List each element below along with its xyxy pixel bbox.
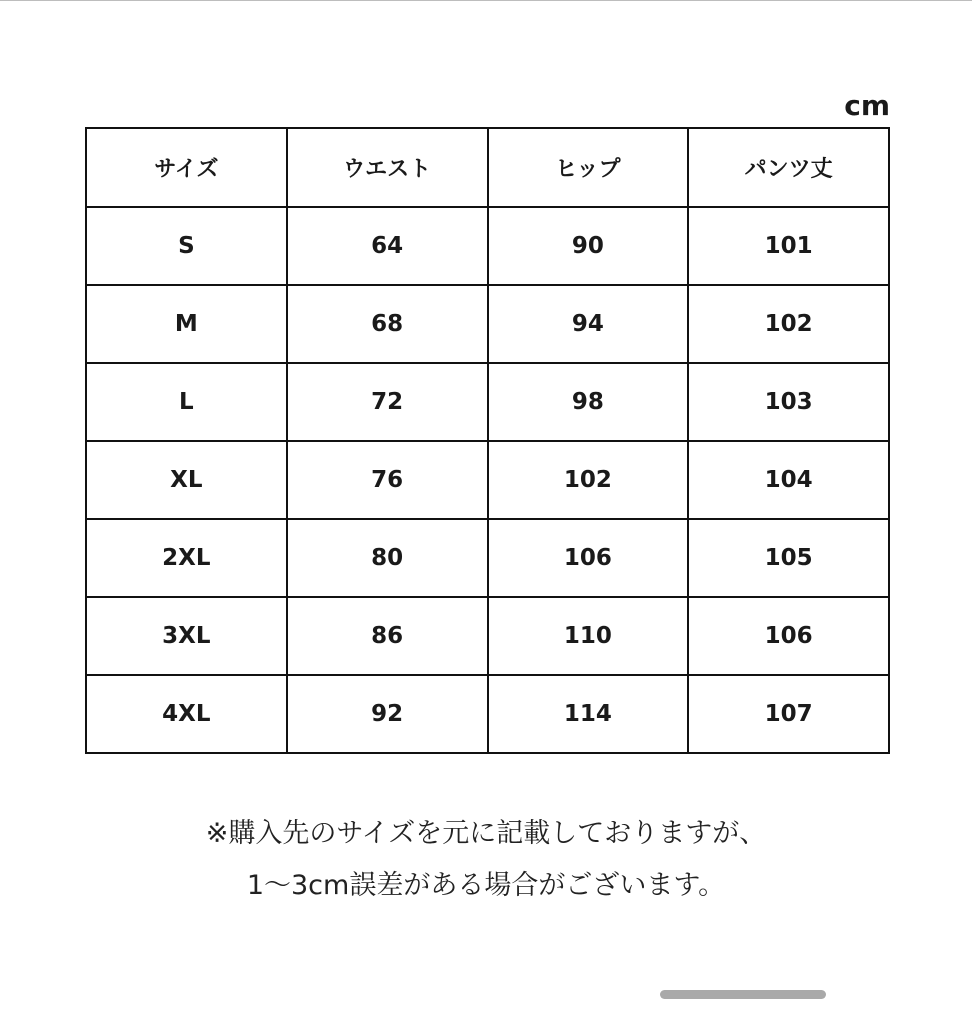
cell-hip: 110 (488, 597, 689, 675)
cell-waist: 92 (287, 675, 488, 753)
unit-label: cm (844, 89, 890, 122)
header-size: サイズ (86, 128, 287, 207)
table-header-row (86, 128, 889, 207)
cell-waist: 68 (287, 285, 488, 363)
cell-pants-length: 104 (688, 441, 889, 519)
cell-size: 4XL (86, 675, 287, 753)
table-row (86, 207, 889, 285)
table-row (86, 363, 889, 441)
cell-size: 3XL (86, 597, 287, 675)
cell-size: M (86, 285, 287, 363)
cell-hip: 106 (488, 519, 689, 597)
cell-waist: 72 (287, 363, 488, 441)
table-row (86, 675, 889, 753)
table-row (86, 597, 889, 675)
table-row (86, 519, 889, 597)
size-note-line-2: 1～3cm誤差がある場合がございます。 (246, 870, 726, 901)
size-chart-table (85, 127, 890, 754)
cell-waist: 80 (287, 519, 488, 597)
home-indicator-bar[interactable] (660, 990, 826, 999)
cell-hip: 90 (488, 207, 689, 285)
cell-waist: 64 (287, 207, 488, 285)
cell-pants-length: 103 (688, 363, 889, 441)
cell-pants-length: 106 (688, 597, 889, 675)
header-waist: ウエスト (287, 128, 488, 207)
cell-waist: 76 (287, 441, 488, 519)
cell-hip: 102 (488, 441, 689, 519)
cell-size: XL (86, 441, 287, 519)
size-note-line-1: ※購入先のサイズを元に記載しておりますが、 (205, 818, 767, 849)
cell-size: L (86, 363, 287, 441)
table-row (86, 285, 889, 363)
cell-pants-length: 105 (688, 519, 889, 597)
cell-hip: 114 (488, 675, 689, 753)
cell-pants-length: 107 (688, 675, 889, 753)
cell-size: 2XL (86, 519, 287, 597)
cell-size: S (86, 207, 287, 285)
header-hip: ヒップ (488, 128, 689, 207)
cell-waist: 86 (287, 597, 488, 675)
cell-hip: 94 (488, 285, 689, 363)
table-row (86, 441, 889, 519)
top-divider (0, 0, 972, 1)
cell-hip: 98 (488, 363, 689, 441)
cell-pants-length: 101 (688, 207, 889, 285)
cell-pants-length: 102 (688, 285, 889, 363)
header-pants-length: パンツ丈 (688, 128, 889, 207)
